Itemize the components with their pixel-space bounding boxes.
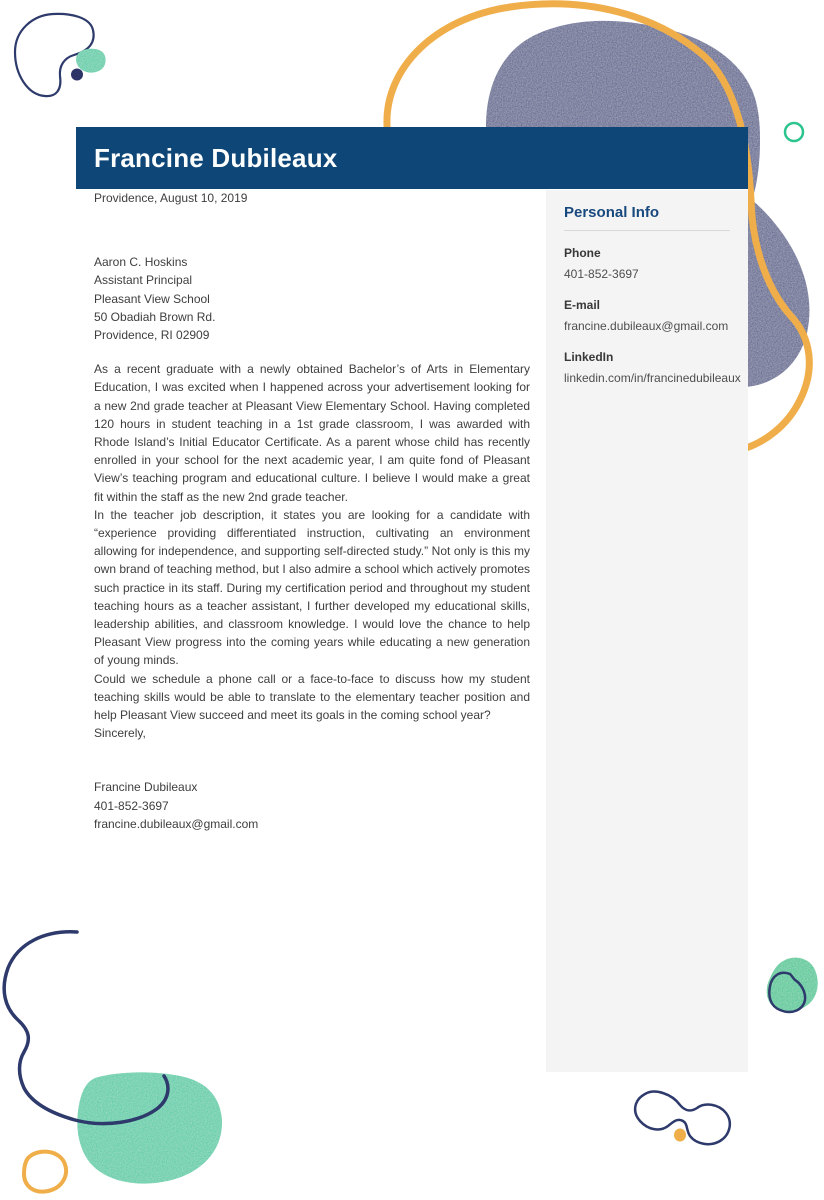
linkedin-label: LinkedIn — [564, 350, 614, 364]
navy-dot-icon — [71, 69, 83, 81]
teal-blob-bottom-right — [767, 958, 818, 1012]
applicant-name: Francine Dubileaux — [94, 142, 338, 173]
signature-phone: 401-852-3697 — [94, 798, 169, 813]
sidebar-heading: Personal Info — [564, 204, 660, 221]
signature-block — [94, 778, 530, 833]
sidebar-divider — [564, 230, 730, 231]
info-item-email — [564, 297, 730, 335]
recipient-street: 50 Obadiah Brown Rd. — [94, 309, 216, 324]
personal-info-panel — [546, 190, 748, 1072]
yellow-egg-outline-icon — [24, 1152, 66, 1192]
phone-value: 401-852-3697 — [564, 267, 639, 281]
header-bar — [76, 127, 748, 189]
signature-email: francine.dubileaux@gmail.com — [94, 816, 259, 831]
recipient-city: Providence, RI 02909 — [94, 328, 210, 343]
letter-paragraph-3: Could we schedule a phone call or a face-to-face to discuss how my student teaching skills would be able to translate to the elementary teacher position and help Pleasant View succeed and meet its goals in the coming school year? — [94, 671, 530, 723]
yellow-dot-icon — [674, 1129, 686, 1142]
teal-circle-outline-icon — [785, 123, 803, 141]
email-value: francine.dubileaux@gmail.com — [564, 319, 729, 333]
recipient-name: Aaron C. Hoskins — [94, 255, 188, 270]
signature-name: Francine Dubileaux — [94, 780, 198, 795]
email-label: E-mail — [564, 298, 601, 312]
recipient-address — [94, 253, 530, 344]
info-item-phone — [564, 245, 730, 283]
recipient-title: Assistant Principal — [94, 273, 193, 288]
letter-body — [94, 189, 530, 833]
date-line: Providence, August 10, 2019 — [94, 191, 248, 205]
recipient-org: Pleasant View School — [94, 291, 210, 306]
letter-paragraph-1: As a recent graduate with a newly obtained Bachelor’s of Arts in Elementary Education, I was excited when I happened across your advertisement looking for a new 2nd grade teacher at Pleasant View Elementary School. Having completed 120 hours in student teaching in a 1st grade classroom, I was awarded with Rhode Island’s Initial Educator Certificate. As a parent whose child has recently enrolled in your school for the next academic year, I am quite fond of Pleasant View’s teaching program and educational culture. I believe I would make a great fit within the staff as the new 2nd grade teacher. — [94, 362, 530, 504]
teal-blob-bottom-left — [77, 1072, 222, 1183]
linkedin-value: linkedin.com/in/francinedubileaux — [564, 371, 741, 385]
closing-line: Sincerely, — [94, 726, 146, 741]
info-item-linkedin — [564, 349, 741, 387]
letter-paragraph-2: In the teacher job description, it states you are looking for a candidate with “experience providing differentiated instruction, cultivating an environment allowing for independence, and supporting self-directed study.” Not only is this my own brand of teaching method, but I also admire a school which actively promotes such practice in its staff. During my certification period and throughout my student teaching hours as a teacher assistant, I further developed my educational skills, leadership abilities, and classroom knowledge. I would love the chance to help Pleasant View progress into the coming years while educating a new generation of young minds. — [94, 507, 530, 668]
teal-blob-top-left — [76, 49, 106, 73]
phone-label: Phone — [564, 246, 601, 260]
